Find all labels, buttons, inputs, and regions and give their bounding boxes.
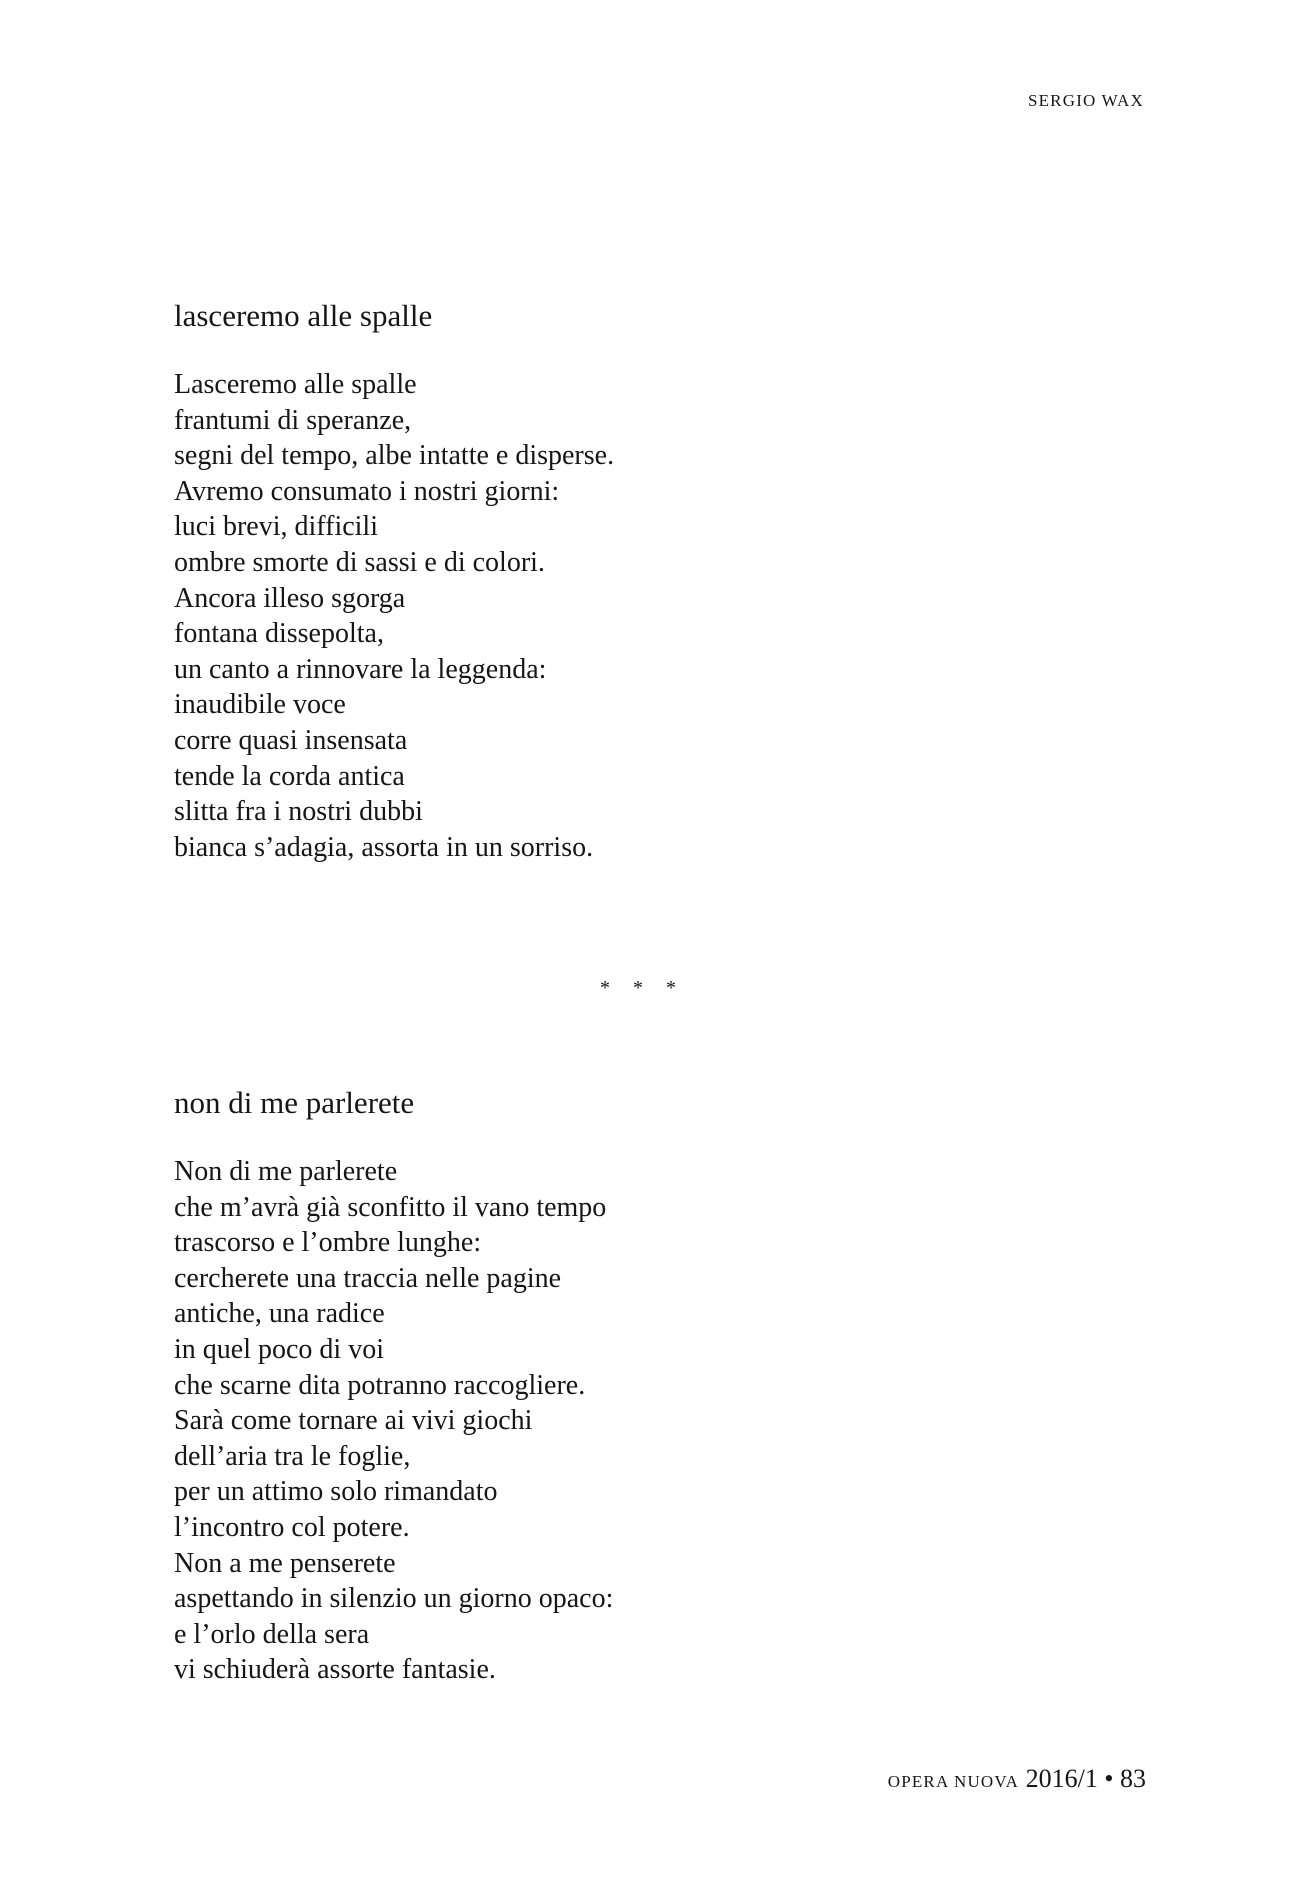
page-footer <box>888 1764 1146 1794</box>
poem-line: un canto a rinnovare la leggenda: <box>174 653 547 685</box>
poem-title: lasceremo alle spalle <box>174 298 433 333</box>
poem-line: Lasceremo alle spalle <box>174 369 417 400</box>
poem-line: che m’avrà già sconfitto il vano tempo <box>174 1191 607 1223</box>
poem-line: corre quasi insensata <box>174 724 408 756</box>
poem-non-di-me-parlerete <box>174 1083 934 1688</box>
footer-bullet: • <box>1104 1764 1114 1793</box>
poem-line: inaudibile voce <box>174 689 346 721</box>
poem-line: frantumi di speranze, <box>174 404 412 436</box>
poem-line: Non a me penserete <box>174 1547 396 1579</box>
poem-lasceremo-alle-spalle <box>174 296 934 865</box>
poem-line: tende la corda antica <box>174 760 405 792</box>
poem-line: che scarne dita potranno raccogliere. <box>174 1369 586 1401</box>
poem-line: cercherete una traccia nelle pagine <box>174 1262 562 1294</box>
section-separator: * * * <box>600 977 685 999</box>
poem-line: vi schiuderà assorte fantasie. <box>174 1654 496 1686</box>
poem-body <box>174 367 934 865</box>
poem-line: bianca s’adagia, assorta in un sorriso. <box>174 831 594 863</box>
poem-line: aspettando in silenzio un giorno opaco: <box>174 1583 614 1615</box>
poem-line: slitta fra i nostri dubbi <box>174 796 423 828</box>
poem-line: luci brevi, difficili <box>174 511 378 543</box>
page-number: 83 <box>1120 1764 1146 1793</box>
journal-name: OPERA NUOVA <box>887 1772 1020 1791</box>
poem-line: fontana dissepolta, <box>174 618 384 650</box>
poem-line: Avremo consumato i nostri giorni: <box>174 475 560 507</box>
poem-line: Non di me parlerete <box>174 1156 398 1187</box>
issue-number: 2016/1 <box>1025 1764 1098 1793</box>
poem-line: trascorso e l’ombre lunghe: <box>174 1227 482 1259</box>
poem-line: dell’aria tra le foglie, <box>174 1440 411 1472</box>
poem-line: Ancora illeso sgorga <box>174 582 406 614</box>
running-head-author: SERGIO WAX <box>1027 91 1144 110</box>
poem-body <box>174 1154 934 1688</box>
poem-line: e l’orlo della sera <box>174 1618 370 1650</box>
poem-line: in quel poco di voi <box>174 1333 384 1365</box>
poem-line: per un attimo solo rimandato <box>174 1476 498 1508</box>
poem-line: segni del tempo, albe intatte e disperse. <box>174 440 615 472</box>
poem-line: antiche, una radice <box>174 1298 385 1330</box>
poem-line: ombre smorte di sassi e di colori. <box>174 546 545 578</box>
poem-title: non di me parlerete <box>174 1085 415 1120</box>
poem-line: l’incontro col potere. <box>174 1511 410 1543</box>
poem-line: Sarà come tornare ai vivi giochi <box>174 1405 533 1437</box>
